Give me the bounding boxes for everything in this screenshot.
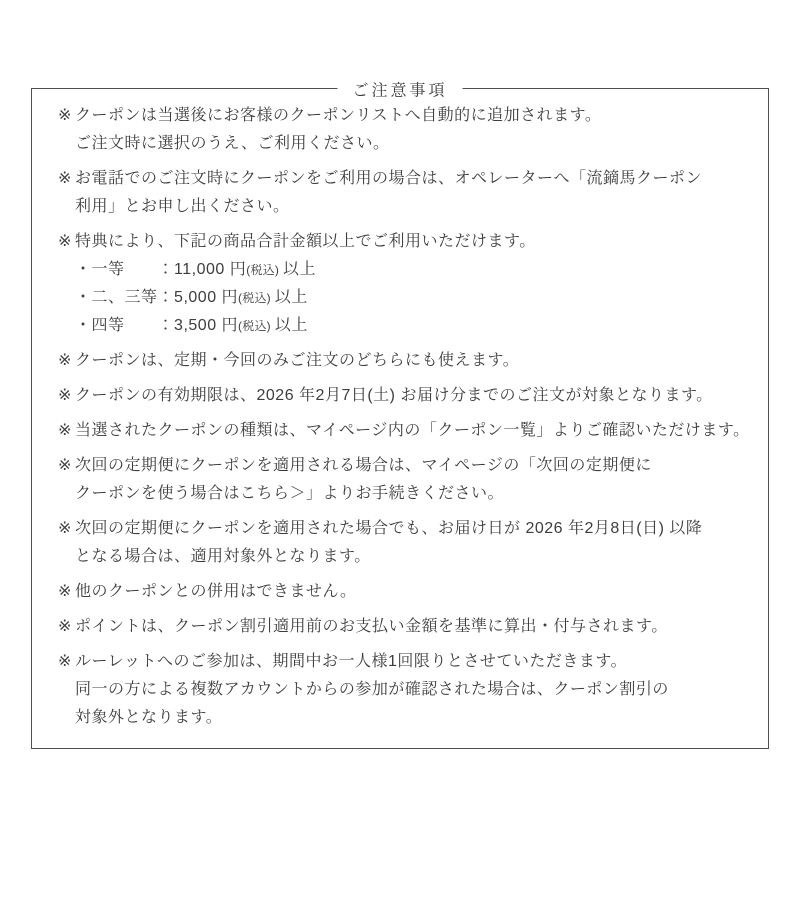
note-marker: ※ — [58, 520, 72, 537]
note-line — [58, 648, 750, 676]
tier-colon: ： — [157, 261, 175, 278]
note-marker: ※ — [58, 107, 72, 124]
note-line: 利用」とお申し出ください。 — [75, 198, 290, 215]
tax-note: (税込) — [246, 263, 280, 277]
note-marker: ※ — [58, 387, 72, 404]
note-line: ご注文時に選択のうえ、ご利用ください。 — [75, 135, 390, 152]
tier-label: 一等 — [91, 261, 158, 278]
note-line: 同一の方による複数アカウントからの参加が確認された場合は、クーポン割引の — [75, 681, 669, 698]
notice-title: ご注意事項 — [337, 78, 462, 101]
note-line — [58, 382, 750, 410]
note-marker: ※ — [58, 352, 72, 369]
note-line — [58, 613, 750, 641]
note-line: 対象外となります。 — [75, 709, 223, 726]
note-line: となる場合は、適用対象外となります。 — [75, 548, 371, 565]
note-item — [58, 452, 750, 508]
note-text: クーポンは、定期・今回のみご注文のどちらにも使えます。 — [75, 352, 520, 369]
tier-price: 3,500 円 — [174, 317, 239, 334]
note-text: 当選されたクーポンの種類は、マイページ内の「クーポン一覧」よりご確認いただけます。 — [75, 422, 750, 439]
note-item — [58, 165, 750, 221]
note-text: 次回の定期便にクーポンを適用された場合でも、お届け日が 2026 年2月8日(日) 以降 — [75, 520, 703, 537]
note-item — [58, 613, 750, 641]
note-text: お電話でのご注文時にクーポンをご利用の場合は、オペレーターへ「流鏑馬クーポン — [75, 170, 703, 187]
note-line — [58, 417, 750, 445]
note-marker: ※ — [58, 583, 72, 600]
tier-suffix: 以上 — [283, 261, 317, 278]
note-line — [58, 578, 750, 606]
note-line — [58, 102, 750, 130]
note-item — [58, 228, 750, 340]
note-item — [58, 347, 750, 375]
tier-price: 5,000 円 — [174, 289, 239, 306]
tier-row — [75, 312, 750, 340]
note-line — [58, 452, 750, 480]
note-item — [58, 648, 750, 732]
tier-row — [75, 256, 750, 284]
note-marker: ※ — [58, 170, 72, 187]
note-marker: ※ — [58, 457, 72, 474]
tier-list — [75, 256, 750, 340]
note-marker: ※ — [58, 233, 72, 250]
tier-colon: ： — [157, 289, 175, 306]
note-line — [58, 165, 750, 193]
note-item — [58, 102, 750, 158]
note-text: 特典により、下記の商品合計金額以上でご利用いただけます。 — [75, 233, 536, 250]
tier-label: 二、三等 — [91, 289, 158, 306]
note-item — [58, 417, 750, 445]
note-item — [58, 578, 750, 606]
note-line — [58, 228, 750, 256]
note-marker: ※ — [58, 422, 72, 439]
tier-bullet: ・ — [75, 261, 92, 278]
note-text: ルーレットへのご参加は、期間中お一人様1回限りとさせていただきます。 — [75, 653, 628, 670]
note-line — [58, 515, 750, 543]
note-text: ポイントは、クーポン割引適用前のお支払い金額を基準に算出・付与されます。 — [75, 618, 668, 635]
note-line — [58, 347, 750, 375]
note-text: 次回の定期便にクーポンを適用される場合は、マイページの「次回の定期便に — [75, 457, 652, 474]
note-item — [58, 382, 750, 410]
tax-note: (税込) — [238, 319, 271, 333]
tier-suffix: 以上 — [274, 289, 308, 306]
tier-suffix: 以上 — [274, 317, 308, 334]
tier-bullet: ・ — [75, 317, 92, 334]
tier-label: 四等 — [91, 317, 158, 334]
tax-note: (税込) — [238, 291, 271, 305]
note-line: クーポンを使う場合はこちら＞」よりお手続きください。 — [75, 485, 505, 502]
tier-colon: ： — [157, 317, 175, 334]
note-marker: ※ — [58, 618, 72, 635]
note-text: クーポンは当選後にお客様のクーポンリストへ自動的に追加されます。 — [75, 107, 602, 124]
tier-bullet: ・ — [75, 289, 92, 306]
note-text: 他のクーポンとの併用はできません。 — [75, 583, 357, 600]
notice-panel — [31, 82, 769, 749]
tier-price: 11,000 円 — [174, 261, 247, 278]
note-item — [58, 515, 750, 571]
note-marker: ※ — [58, 653, 72, 670]
tier-row — [75, 284, 750, 312]
note-text: クーポンの有効期限は、2026 年2月7日(土) お届け分までのご注文が対象となります。 — [75, 387, 713, 404]
